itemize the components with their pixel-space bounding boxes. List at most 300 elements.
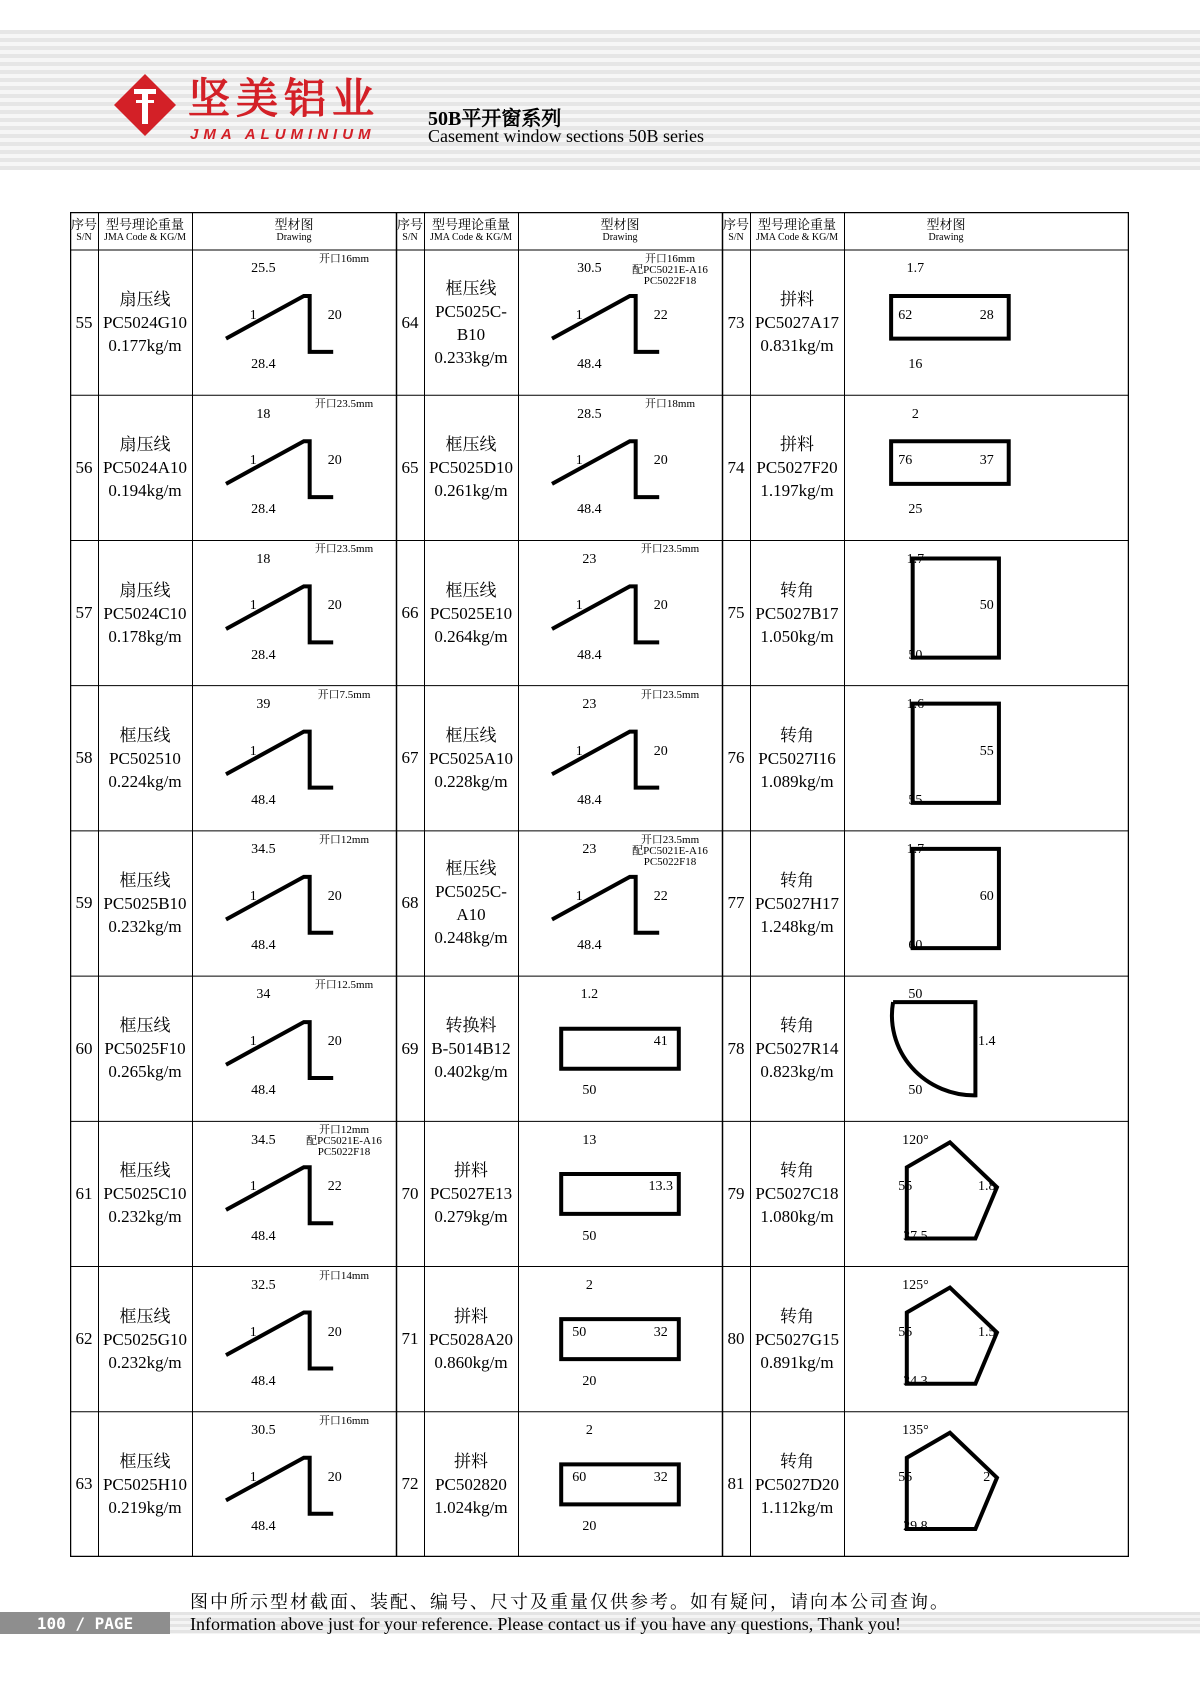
sn-value: 79 — [727, 1183, 745, 1203]
opening-note: 配PC5021E-A16 — [632, 844, 708, 857]
sn-value: 80 — [727, 1329, 745, 1349]
header-code-cn: 型号理论重量 — [757, 217, 836, 232]
profile-weight: 1.024kg/m — [434, 1497, 508, 1517]
profile-name: 框压线 — [119, 1451, 171, 1471]
header-code-en: JMA Code & KG/M — [104, 232, 186, 243]
dimension-label: 1 — [249, 1469, 257, 1485]
profile-section-icon — [226, 1458, 333, 1514]
header-drawing-cn: 型材图 — [274, 217, 314, 232]
profile-name: 框压线 — [119, 1306, 171, 1326]
sn-cell — [70, 831, 98, 976]
profile-code: PC5025A10 — [428, 748, 514, 768]
profile-weight: 0.264kg/m — [434, 626, 508, 646]
profile-code: PC5027F20 — [756, 458, 838, 478]
profile-name: 转换料 — [445, 1016, 497, 1036]
profile-name: 扇压线 — [119, 580, 171, 600]
sn-cell — [70, 250, 98, 395]
profile-weight: 0.219kg/m — [108, 1497, 182, 1517]
header-drawing-cn: 型材图 — [600, 217, 640, 232]
dimension-label: 55 — [908, 792, 923, 808]
dimension-label: 16 — [908, 357, 923, 373]
sn-cell — [70, 1412, 98, 1557]
profile-section-icon — [226, 296, 333, 352]
dimension-label: 48.4 — [577, 357, 602, 373]
dimension-label: 1 — [249, 888, 257, 904]
page-title-en: Casement window sections 50B series — [428, 126, 704, 146]
profile-weight: 0.228kg/m — [434, 771, 508, 791]
profile-code: PC5024G10 — [102, 313, 188, 333]
profile-name: 框压线 — [445, 435, 497, 455]
profile-code: PC5025C-B10 — [435, 301, 507, 344]
header-band — [0, 30, 1200, 170]
header-sn-en: S/N — [728, 232, 744, 243]
opening-note: 开口23.5mm — [314, 543, 374, 556]
profile-code: PC5025G10 — [102, 1329, 188, 1349]
profile-code: PC5027I16 — [758, 748, 836, 768]
profile-weight: 0.232kg/m — [108, 1352, 182, 1372]
opening-note: 开口18mm — [644, 398, 696, 411]
profile-info-cell — [424, 976, 518, 1121]
opening-note: 开口12.5mm — [314, 979, 374, 992]
sn-value: 69 — [401, 1038, 419, 1058]
profile-info-cell — [98, 1121, 192, 1266]
footer-note-en: Information above just for your reference. Please contact us if you have any questions, Thank you! — [190, 1614, 901, 1634]
dimension-label: 1.4 — [978, 1034, 996, 1050]
sn-value: 75 — [727, 603, 745, 623]
profile-info-cell — [98, 1267, 192, 1412]
dimension-label: 18 — [256, 551, 271, 567]
dimension-label: 37 — [979, 453, 994, 469]
dimension-label: 20 — [582, 1373, 597, 1389]
dimension-label: 20 — [653, 743, 668, 759]
dimension-label: 23 — [582, 842, 597, 858]
sn-cell — [70, 395, 98, 540]
profile-code: PC5027D20 — [754, 1474, 840, 1494]
profile-info-cell — [750, 1412, 844, 1557]
profile-weight: 0.831kg/m — [760, 336, 834, 356]
sn-cell — [722, 1121, 750, 1266]
profile-code: PC5027G15 — [754, 1329, 840, 1349]
header-sn-cn: 序号 — [396, 217, 423, 232]
profile-weight: 0.261kg/m — [434, 481, 508, 501]
dimension-label: 2 — [585, 1423, 593, 1439]
opening-note: 配PC5021E-A16 — [632, 264, 708, 276]
dimension-label: 37.5 — [903, 1228, 928, 1244]
dimension-label: 1 — [249, 453, 257, 469]
dimension-label: 125° — [902, 1277, 929, 1293]
header-code-en: JMA Code & KG/M — [756, 232, 838, 243]
sn-value: 76 — [727, 748, 745, 768]
opening-note: 开口23.5mm — [314, 398, 374, 411]
dimension-label: 20 — [327, 598, 342, 614]
profile-section-icon — [226, 1022, 333, 1078]
dimension-label: 48.4 — [577, 502, 602, 518]
dimension-label: 50 — [908, 987, 923, 1003]
sn-value: 70 — [401, 1183, 419, 1203]
profile-name: 拼料 — [454, 1306, 488, 1326]
profile-code: PC5025E10 — [429, 603, 513, 623]
profile-weight: 0.232kg/m — [108, 916, 182, 936]
dimension-label: 34.5 — [251, 842, 276, 858]
profile-section-icon — [552, 877, 659, 933]
profile-code: PC5028A20 — [428, 1329, 514, 1349]
opening-note: 开口23.5mm — [640, 543, 700, 556]
sn-cell — [722, 250, 750, 395]
dimension-label: 135° — [902, 1423, 929, 1439]
sn-cell — [396, 1267, 424, 1412]
profile-section-icon — [552, 441, 659, 497]
profile-code: PC5024A10 — [102, 458, 188, 478]
sn-value: 55 — [75, 312, 93, 332]
profile-code: B-5014B12 — [431, 1039, 511, 1059]
sn-cell — [396, 1121, 424, 1266]
profile-info-cell — [750, 1121, 844, 1266]
dimension-label: 48.4 — [577, 792, 602, 808]
sn-cell — [396, 686, 424, 831]
opening-note: PC5022F18 — [317, 1146, 371, 1159]
sn-value: 66 — [401, 603, 419, 623]
sn-value: 81 — [727, 1474, 745, 1494]
dimension-label: 120° — [902, 1132, 929, 1148]
opening-note: 开口14mm — [318, 1269, 370, 1282]
dimension-label: 1 — [249, 1034, 257, 1050]
sn-value: 72 — [401, 1474, 419, 1494]
profile-info-cell — [424, 395, 518, 540]
profile-weight: 1.080kg/m — [760, 1207, 834, 1227]
sn-value: 78 — [727, 1038, 745, 1058]
dimension-label: 13.3 — [648, 1179, 674, 1195]
profile-weight: 1.197kg/m — [760, 481, 834, 501]
profile-info-cell — [750, 540, 844, 685]
dimension-label: 32 — [653, 1324, 668, 1340]
header-drawing-cn: 型材图 — [926, 217, 966, 232]
profile-name: 转角 — [780, 725, 814, 745]
profile-name: 转角 — [780, 580, 814, 600]
header-drawing-en: Drawing — [928, 232, 964, 243]
profile-info-cell — [98, 1412, 192, 1557]
profile-name: 框压线 — [119, 725, 171, 745]
profile-weight: 0.265kg/m — [108, 1062, 182, 1082]
header-drawing — [518, 212, 722, 250]
profile-name: 转角 — [780, 1016, 814, 1036]
dimension-label: 22 — [653, 888, 668, 904]
profile-info-cell — [750, 976, 844, 1121]
dimension-label: 2 — [911, 406, 919, 422]
dimension-label: 1.7 — [906, 842, 925, 858]
profile-name: 框压线 — [445, 859, 497, 879]
sn-cell — [396, 831, 424, 976]
dimension-label: 39 — [256, 696, 271, 712]
sn-value: 65 — [401, 457, 419, 477]
sn-cell — [722, 976, 750, 1121]
profile-name: 框压线 — [445, 725, 497, 745]
profile-section-icon — [226, 877, 333, 933]
sn-cell — [70, 1267, 98, 1412]
dimension-label: 20 — [327, 1034, 342, 1050]
opening-note: 开口12mm — [318, 1124, 370, 1137]
dimension-label: 18 — [256, 406, 271, 422]
dimension-label: 60 — [572, 1469, 587, 1485]
dimension-label: 20 — [327, 888, 342, 904]
profile-info-cell — [424, 540, 518, 685]
opening-note: 开口16mm — [318, 1414, 370, 1427]
profile-code: PC5027B17 — [755, 603, 839, 623]
sn-value: 63 — [75, 1474, 93, 1494]
sn-value: 62 — [75, 1329, 93, 1349]
dimension-label: 28.4 — [251, 502, 276, 518]
header-sn — [396, 212, 424, 250]
profile-info-cell — [424, 831, 518, 976]
sn-cell — [70, 540, 98, 685]
header-drawing-en: Drawing — [602, 232, 638, 243]
profile-weight: 0.823kg/m — [760, 1062, 834, 1082]
profile-section-icon — [892, 1002, 975, 1099]
header-sn — [70, 212, 98, 250]
dimension-label: 48.4 — [251, 1228, 276, 1244]
sn-value: 56 — [75, 457, 93, 477]
profile-info-cell — [424, 1267, 518, 1412]
profile-weight: 0.194kg/m — [108, 481, 182, 501]
dimension-label: 1 — [249, 1324, 257, 1340]
profile-info-cell — [424, 1121, 518, 1266]
header-code — [750, 212, 844, 250]
header-code-cn: 型号理论重量 — [431, 217, 510, 232]
dimension-label: 50 — [582, 1083, 597, 1099]
profile-info-cell — [98, 395, 192, 540]
profile-info-cell — [98, 831, 192, 976]
dimension-label: 25 — [908, 502, 923, 518]
profile-weight: 0.224kg/m — [108, 771, 182, 791]
dimension-label: 1 — [575, 307, 583, 323]
page-title-cn: 50B平开窗系列 — [428, 108, 562, 130]
header-code-en: JMA Code & KG/M — [430, 232, 512, 243]
sn-cell — [70, 686, 98, 831]
dimension-label: 2 — [983, 1469, 991, 1485]
dimension-label: 20 — [653, 598, 668, 614]
header-sn-cn: 序号 — [722, 217, 749, 232]
profile-weight: 0.178kg/m — [108, 626, 182, 646]
opening-note: 开口23.5mm — [640, 833, 700, 846]
profile-name: 扇压线 — [119, 290, 171, 310]
dimension-label: 50 — [979, 598, 994, 614]
profile-code: PC5025C-A10 — [435, 882, 507, 925]
dimension-label: 48.4 — [251, 1373, 276, 1389]
dimension-label: 76 — [898, 453, 913, 469]
dimension-label: 1 — [575, 743, 583, 759]
dimension-label: 48.4 — [251, 1083, 276, 1099]
dimension-label: 34.5 — [251, 1132, 276, 1148]
profile-weight: 1.089kg/m — [760, 771, 834, 791]
profile-code: PC5027C18 — [755, 1184, 839, 1204]
dimension-label: 1 — [249, 598, 257, 614]
dimension-label: 20 — [327, 1469, 342, 1485]
profile-info-cell — [750, 831, 844, 976]
header-code-cn: 型号理论重量 — [105, 217, 184, 232]
dimension-label: 28 — [979, 307, 994, 323]
dimension-label: 20 — [327, 1324, 342, 1340]
profile-name: 框压线 — [119, 1016, 171, 1036]
sn-value: 59 — [75, 893, 93, 913]
brand-name-cn: 坚美铝业 — [188, 74, 381, 123]
dimension-label: 55 — [898, 1324, 913, 1340]
dimension-label: 25.5 — [251, 261, 276, 277]
profile-section-icon — [226, 441, 333, 497]
sn-value: 77 — [727, 893, 745, 913]
dimension-label: 1.6 — [906, 696, 925, 712]
profile-section-icon — [226, 1167, 333, 1223]
profile-section-icon — [552, 586, 659, 642]
profile-weight: 0.279kg/m — [434, 1207, 508, 1227]
profile-section-icon — [552, 296, 659, 352]
dimension-label: 1.5 — [978, 1324, 996, 1340]
sn-value: 60 — [75, 1038, 93, 1058]
sn-cell — [70, 1121, 98, 1266]
opening-note: 开口16mm — [644, 253, 696, 265]
profile-section-icon — [226, 1313, 333, 1369]
opening-note: 开口16mm — [318, 253, 370, 265]
sn-cell — [396, 540, 424, 685]
profile-section-icon — [552, 732, 659, 788]
profile-code: PC5027R14 — [755, 1039, 839, 1059]
dimension-label: 60 — [908, 938, 923, 954]
dimension-label: 32.5 — [251, 1277, 276, 1293]
dimension-label: 23 — [582, 696, 597, 712]
sn-value: 68 — [401, 893, 419, 913]
profile-weight: 0.233kg/m — [434, 347, 508, 367]
dimension-label: 50 — [908, 647, 923, 663]
profile-name: 框压线 — [119, 1161, 171, 1181]
dimension-label: 1.7 — [906, 261, 925, 277]
profile-info-cell — [750, 686, 844, 831]
dimension-label: 50 — [582, 1228, 597, 1244]
profile-code: PC5025C10 — [103, 1184, 187, 1204]
profile-code: PC5024C10 — [103, 603, 187, 623]
sn-value: 74 — [727, 457, 745, 477]
dimension-label: 20 — [653, 453, 668, 469]
profile-name: 拼料 — [780, 290, 814, 310]
sn-cell — [396, 1412, 424, 1557]
profile-weight: 1.112kg/m — [760, 1497, 834, 1517]
dimension-label: 1 — [575, 453, 583, 469]
dimension-label: 48.4 — [577, 647, 602, 663]
dimension-label: 48.4 — [577, 938, 602, 954]
profile-name: 扇压线 — [119, 435, 171, 455]
opening-note: 开口23.5mm — [640, 688, 700, 701]
footer-note-cn: 图中所示型材截面、装配、编号、尺寸及重量仅供参考。如有疑问，请向本公司查询。 — [190, 1592, 950, 1613]
dimension-label: 34 — [256, 987, 271, 1003]
dimension-label: 1 — [249, 307, 257, 323]
profile-info-cell — [98, 250, 192, 395]
header-sn — [722, 212, 750, 250]
brand-name-en: JMA ALUMINIUM — [190, 126, 376, 143]
profile-weight: 0.891kg/m — [760, 1352, 834, 1372]
profile-info-cell — [424, 1412, 518, 1557]
profile-info-cell — [424, 686, 518, 831]
opening-note: PC5022F18 — [643, 275, 697, 287]
header-drawing-en: Drawing — [276, 232, 312, 243]
sn-value: 58 — [75, 748, 93, 768]
dimension-label: 1 — [575, 888, 583, 904]
profile-info-cell — [424, 250, 518, 395]
sn-cell — [722, 1267, 750, 1412]
dimension-label: 1 — [575, 598, 583, 614]
profile-weight: 0.402kg/m — [434, 1062, 508, 1082]
opening-note: 配PC5021E-A16 — [306, 1135, 382, 1148]
dimension-label: 22 — [327, 1179, 342, 1195]
header-sn-cn: 序号 — [70, 217, 97, 232]
dimension-label: 32 — [653, 1469, 668, 1485]
dimension-label: 50 — [908, 1083, 923, 1099]
profile-name: 转角 — [780, 1161, 814, 1181]
profile-code: PC5025B10 — [103, 893, 187, 913]
profile-info-cell — [750, 395, 844, 540]
profile-section-icon — [226, 732, 333, 788]
profile-code: PC5025H10 — [102, 1474, 188, 1494]
dimension-label: 28.5 — [577, 406, 602, 422]
header-sn-en: S/N — [76, 232, 92, 243]
header-sn-en: S/N — [402, 232, 418, 243]
sn-cell — [722, 1412, 750, 1557]
profile-table — [70, 212, 1129, 1557]
header-drawing — [844, 212, 1048, 250]
profile-name: 转角 — [780, 1451, 814, 1471]
sn-cell — [70, 976, 98, 1121]
dimension-label: 60 — [979, 888, 994, 904]
dimension-label: 41 — [653, 1034, 668, 1050]
dimension-label: 1 — [249, 743, 257, 759]
profile-code: PC5027E13 — [429, 1184, 513, 1204]
dimension-label: 30.5 — [577, 261, 602, 277]
profile-name: 拼料 — [780, 435, 814, 455]
dimension-label: 1.8 — [978, 1179, 996, 1195]
sn-cell — [722, 540, 750, 685]
dimension-label: 50 — [572, 1324, 587, 1340]
profile-weight: 0.232kg/m — [108, 1207, 182, 1227]
profile-info-cell — [98, 540, 192, 685]
sn-cell — [722, 831, 750, 976]
dimension-label: 1.2 — [580, 987, 599, 1003]
sn-value: 67 — [401, 748, 419, 768]
profile-weight: 0.177kg/m — [108, 336, 182, 356]
profile-name: 框压线 — [445, 278, 497, 298]
dimension-label: 28.4 — [251, 647, 276, 663]
profile-weight: 0.860kg/m — [434, 1352, 508, 1372]
profile-weight: 1.050kg/m — [760, 626, 834, 646]
profile-code: PC502820 — [435, 1474, 507, 1494]
sn-value: 73 — [727, 312, 745, 332]
profile-code: PC502510 — [109, 748, 181, 768]
dimension-label: 2 — [585, 1277, 593, 1293]
sn-cell — [722, 686, 750, 831]
dimension-label: 28.4 — [251, 357, 276, 373]
profile-name: 转角 — [780, 870, 814, 890]
dimension-label: 55 — [979, 743, 994, 759]
sn-value: 64 — [401, 312, 419, 332]
dimension-label: 23 — [582, 551, 597, 567]
dimension-label: 13 — [582, 1132, 597, 1148]
sn-cell — [396, 250, 424, 395]
dimension-label: 55 — [898, 1469, 913, 1485]
sn-cell — [722, 395, 750, 540]
dimension-label: 20 — [327, 307, 342, 323]
profile-code: PC5025D10 — [428, 458, 514, 478]
profile-info-cell — [750, 1267, 844, 1412]
sn-value: 71 — [401, 1329, 419, 1349]
profile-info-cell — [98, 976, 192, 1121]
opening-note: PC5022F18 — [643, 855, 697, 868]
profile-info-cell — [98, 686, 192, 831]
dimension-label: 1 — [249, 1179, 257, 1195]
